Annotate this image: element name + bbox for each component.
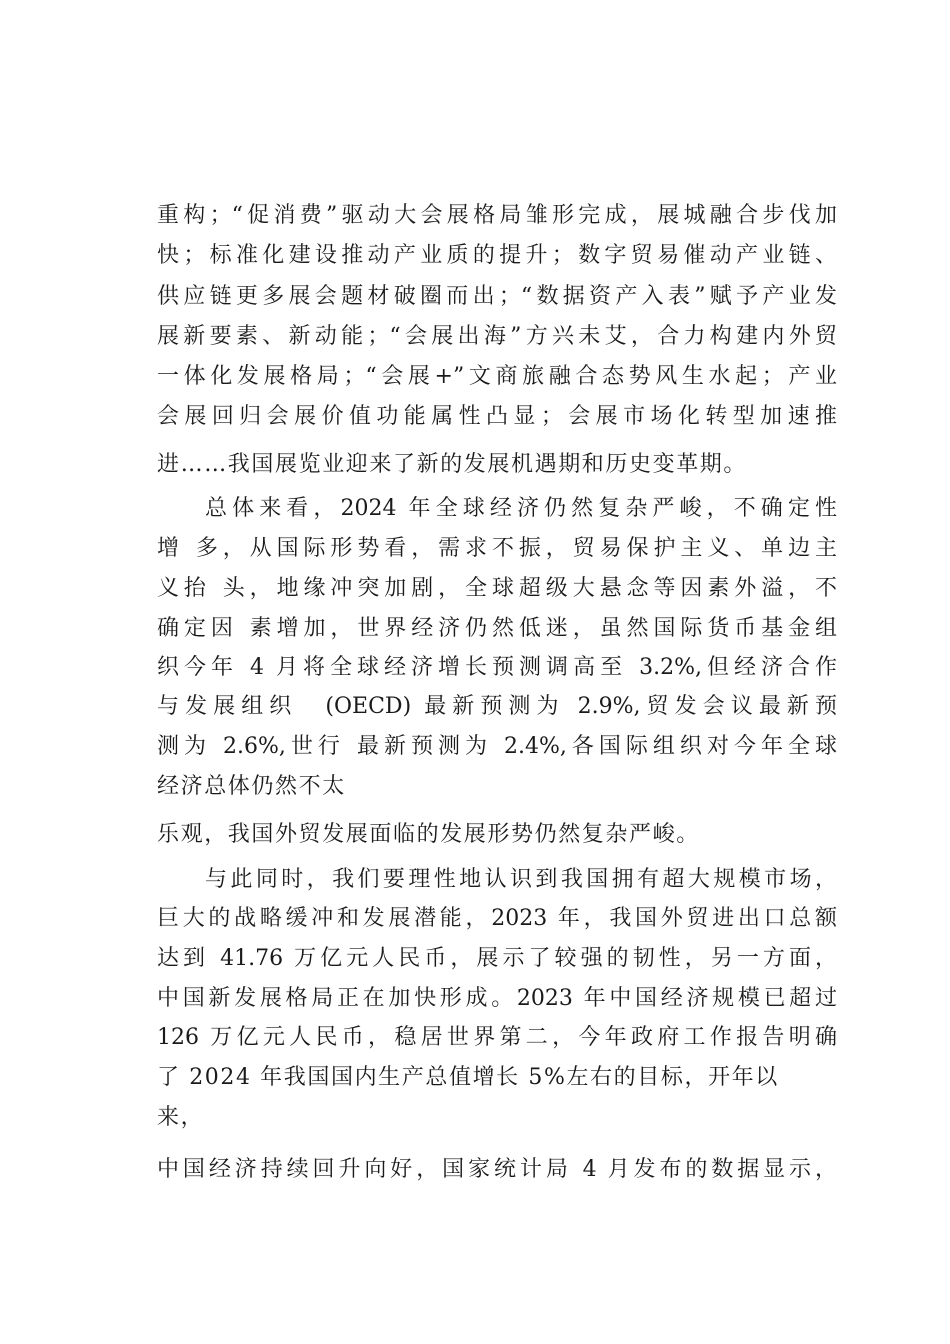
text-line: 义抬 头，地缘冲突加剧，全球超级大悬念等因素外溢，不 [157, 576, 837, 601]
text-line: 测为 2.6%,世行 最新预测为 2.4%,各国际组织对今年全球 [157, 734, 837, 759]
text-line: 供应链更多展会题材破圈而出；“数据资产入表”赋予产业发 [157, 284, 837, 309]
text-line: 乐观，我国外贸发展面临的发展形势仍然复杂严峻。 [157, 822, 700, 847]
text-line: 与发展组织 (OECD) 最新预测为 2.9%,贸发会议最新预 [157, 694, 837, 719]
text-line: 一体化发展格局；“会展+”文商旅融合态势风生水起；产业 [157, 364, 837, 389]
text-line: 来， [157, 1105, 205, 1130]
text-line: 经济总体仍然不太 [157, 774, 346, 799]
text-line: 会展回归会展价值功能属性凸显；会展市场化转型加速推 [157, 404, 837, 429]
text-line: 增 多，从国际形势看，需求不振，贸易保护主义、单边主 [157, 536, 837, 561]
text-line: 达到 41.76 万亿元人民币，展示了较强的韧性，另一方面， [157, 946, 837, 971]
text-line: 126 万亿元人民币，稳居世界第二，今年政府工作报告明确 [157, 1025, 837, 1050]
text-line: 进……我国展览业迎来了新的发展机遇期和历史变革期。 [157, 452, 748, 477]
text-line: 织今年 4 月将全球经济增长预测调高至 3.2%,但经济合作 [157, 655, 837, 680]
text-line: 快；标准化建设推动产业质的提升；数字贸易催动产业链、 [157, 243, 837, 268]
text-line: 确定因 素增加，世界经济仍然低迷，虽然国际货币基金组 [157, 616, 837, 641]
text-line: 中国经济持续回升向好，国家统计局 4 月发布的数据显示， [157, 1157, 837, 1182]
text-line: 展新要素、新动能；“会展出海”方兴未艾，合力构建内外贸 [157, 324, 837, 349]
paragraph-first-line: 与此同时，我们要理性地认识到我国拥有超大规模市场， [205, 867, 837, 892]
text-line: 中国新发展格局正在加快形成。2023 年中国经济规模已超过 [157, 986, 837, 1011]
text-line: 重构；“促消费”驱动大会展格局雏形完成，展城融合步伐加 [157, 203, 837, 228]
paragraph-first-line: 总体来看，2024 年全球经济仍然复杂严峻，不确定性 [205, 496, 837, 521]
text-line: 了 2024 年我国国内生产总值增长 5%左右的目标，开年以 [157, 1065, 779, 1090]
text-line: 巨大的战略缓冲和发展潜能，2023 年，我国外贸进出口总额 [157, 906, 837, 931]
